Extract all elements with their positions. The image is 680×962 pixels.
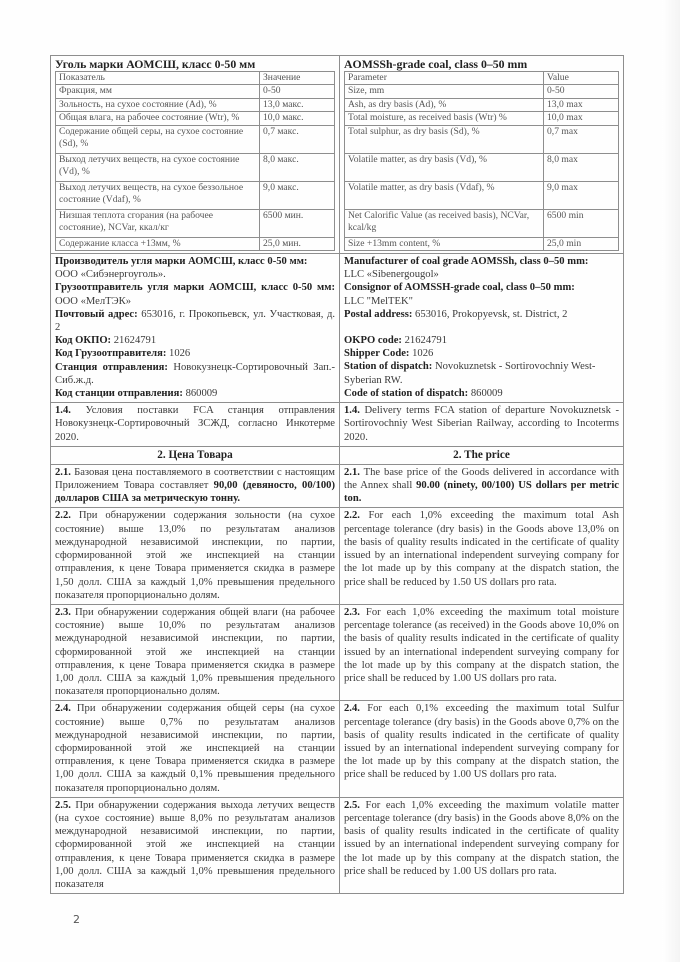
station-value: Novokuznetsk - Sortirovochniy West-Syberian RW. <box>344 361 596 386</box>
clause-text: For each 1,0% exceeding the maximum total Ash percentage tolerance (dry basis) in the Goods above 13,0% on the basis of quality results indicated in the certificate of quality issued by an international independent surveying company for the lot made up by this company at the dispatch station, the price shall be reduced by 1.50 US dollars pro rata. <box>344 510 619 588</box>
consignor-value: LLC "MelTEK" <box>344 295 413 307</box>
spec-header-value: Значение <box>260 72 335 85</box>
okpo-value: 21624791 <box>113 335 157 347</box>
clause-2-2-en <box>340 508 623 603</box>
clause-number: 2.4. <box>344 703 360 715</box>
postal-label: Postal address: <box>344 308 413 320</box>
clause-text: Базовая цена поставляемого в соответствии с настоящим Приложением Товара составляет <box>55 466 335 492</box>
spec-value: 6500 min <box>544 209 619 237</box>
spec-param: Фракция, мм <box>56 85 260 98</box>
clause-number: 2.3. <box>344 606 360 618</box>
spec-value: 8,0 макс. <box>260 153 335 181</box>
spec-value: 10,0 макс. <box>260 112 335 125</box>
clause-number: 2.1. <box>344 466 360 478</box>
spec-param: Содержание класса +13мм, % <box>56 237 260 250</box>
spec-param: Volatile matter, as dry basis (Vd), % <box>345 153 544 181</box>
shipper-label: Shipper Code: <box>344 348 410 360</box>
spec-value: 13,0 макс. <box>260 98 335 111</box>
clause-text: For each 1,0% exceeding the maximum total moisture percentage tolerance (as received) in the Goods above 10,0% on the basis of quality results indicated in the certificate of quality issued by an international independent surveying company for the lot made up by this company at the dispatch station, the price shall be reduced by 1.00 US dollars pro rata. <box>344 606 620 684</box>
spec-header-value: Value <box>544 72 619 85</box>
spec-value: 0,7 max <box>544 125 619 153</box>
clause-1-4-row <box>51 402 623 446</box>
spec-value: 10,0 max <box>544 112 619 125</box>
table-row <box>56 209 335 237</box>
spec-param: Net Calorific Value (as received basis), NCVar, kcal/kg <box>345 209 544 237</box>
spec-value: 0-50 <box>544 85 619 98</box>
price-amount: 90.00 (ninety, 00/100) US dollars per metric ton. <box>344 480 619 505</box>
bilingual-contract-table <box>50 55 624 894</box>
spec-en <box>340 56 623 253</box>
table-row <box>56 181 335 209</box>
clause-text: The base price of the Goods delivered in accordance with the Annex shall <box>344 466 619 492</box>
clause-text: При обнаружении содержания общей серы (на сухое состояние) выше 0,7% по результатам анализов международной независимой инспекции, по партии, сформированной этой же инспекцией на станции отправления, к цене Товара применяется скидка в размере 1,00 долл. США за каждый 0,1% превышения предельного показателя пропорционально долям. <box>55 703 335 794</box>
clause-number: 2.5. <box>55 799 71 811</box>
clause-2-2-ru <box>51 508 340 603</box>
postal-value: 653016, г. Прокопьевск, ул. Участковая, д. 2 <box>55 308 336 334</box>
spec-table-en <box>344 71 619 251</box>
postal-value: 653016, Prokopyevsk, st. District, 2 <box>415 308 568 320</box>
spec-param: Содержание общей серы, на сухое состояние (Sd), % <box>56 125 260 153</box>
clause-2-1-ru <box>51 465 340 508</box>
shipper-value: 1026 <box>169 348 191 360</box>
clause-2-5-row <box>51 797 623 893</box>
shipper-value: 1026 <box>412 348 434 360</box>
clause-text: При обнаружении содержания зольности (на сухое состояние) выше 13,0% по результатам анализов международной независимой инспекции, по партии, сформированной этой же инспекцией на станции отправления, к цене Товара применяется скидка в размере 1,50 долл. США за каждый 1,0% превышения предельного показателя пропорционально долям. <box>55 510 335 601</box>
clause-text: Условия поставки FCA станция отправления Новокузнецк-Сортировочный ЗСЖД, согласно Инкотерме 2020. <box>55 405 335 443</box>
table-row <box>345 209 619 237</box>
spec-param: Низшая теплота сгорания (на рабочее состояние), NCVar, ккал/кг <box>56 209 260 237</box>
clause-1-4-ru <box>51 403 340 446</box>
spec-param: Зольность, на сухое состояние (Ad), % <box>56 98 260 111</box>
station-code-value: 860009 <box>470 387 503 399</box>
clause-2-1-en <box>340 465 623 508</box>
spec-ru <box>51 56 340 253</box>
spec-title-ru: Уголь марки АОМСШ, класс 0-50 мм <box>55 57 256 71</box>
spec-param: Total moisture, as received basis (Wtr) % <box>345 112 544 125</box>
table-row <box>345 237 619 250</box>
table-row <box>345 85 619 98</box>
manufacturer-label: Производитель угля марки АОМСШ, класс 0-50 мм: <box>55 256 308 268</box>
clause-number: 2.2. <box>344 510 360 522</box>
clause-number: 2.2. <box>55 510 71 522</box>
okpo-label: OKPO code: <box>344 335 402 347</box>
table-row <box>56 85 335 98</box>
manufacturer-value: ООО «Сибэнергоуголь». <box>55 269 166 281</box>
clause-number: 1.4. <box>55 405 71 417</box>
spec-value: 6500 мин. <box>260 209 335 237</box>
spec-param: Ash, as dry basis (Ad), % <box>345 98 544 111</box>
parties-row <box>51 253 623 402</box>
consignor-label: Грузоотправитель угля марки АОМСШ, класс 0-50 мм: <box>55 282 335 294</box>
spec-header-row <box>345 72 619 85</box>
parties-en <box>340 254 623 402</box>
table-row <box>56 237 335 250</box>
clause-2-3-ru <box>51 605 340 700</box>
spec-row <box>51 56 623 253</box>
section-2-title-ru: 2. Цена Товара <box>51 447 340 464</box>
clause-number: 2.3. <box>55 606 71 618</box>
spec-value: 9,0 max <box>544 181 619 209</box>
clause-text: При обнаружении содержания общей влаги (на рабочее состояние) выше 10,0% по результатам анализов международной независимой инспекции, по партии, сформированной этой же инспекцией на станции отправления, к цене Товара применяется скидка в размере 1,00 долл. США за каждый 1,0% превышения предельного показателя пропорционально долям. <box>55 606 335 698</box>
spec-value: 0,7 макс. <box>260 125 335 153</box>
table-row <box>345 112 619 125</box>
table-row <box>56 112 335 125</box>
parties-ru <box>51 254 340 402</box>
okpo-label: Код ОКПО: <box>55 335 112 347</box>
clause-2-4-en <box>340 701 623 796</box>
spec-param: Выход летучих веществ, на сухое состояние (Vd), % <box>56 153 260 181</box>
clause-1-4-en <box>340 403 623 446</box>
spec-value: 9,0 макс. <box>260 181 335 209</box>
spec-param: Size +13mm content, % <box>345 237 544 250</box>
clause-2-5-en <box>340 798 623 893</box>
spec-value: 8,0 max <box>544 153 619 181</box>
spec-value: 0-50 <box>260 85 335 98</box>
section-2-heading-row <box>51 446 623 464</box>
price-amount: 90,00 (девяносто, 00/100) долларов США за метрическую тонну. <box>55 480 335 505</box>
consignor-value: ООО «МелТЭК» <box>55 295 131 307</box>
spec-header-param: Parameter <box>345 72 544 85</box>
table-row <box>345 98 619 111</box>
spec-value: 25,0 мин. <box>260 237 335 250</box>
spec-value: 25,0 min <box>544 237 619 250</box>
clause-number: 2.1. <box>55 466 71 478</box>
section-2-title-en: 2. The price <box>453 448 510 461</box>
table-row <box>345 153 619 181</box>
table-row <box>56 153 335 181</box>
table-row <box>345 181 619 209</box>
spec-param: Volatile matter, as dry basis (Vdaf), % <box>345 181 544 209</box>
clause-2-5-ru <box>51 798 340 893</box>
station-code-label: Code of station of dispatch: <box>344 387 469 399</box>
clause-text: For each 0,1% exceeding the maximum total Sulfur percentage tolerance (dry basis) in the Goods above 0,7% on the basis of quality results indicated in the certificate of quality issued by an international independent surveying company for the lot made up by this company at the dispatch station, the price shall be reduced by 1.00 US dollars pro rata. <box>344 703 619 781</box>
shipper-label: Код Грузоотправителя: <box>55 348 167 360</box>
table-row <box>56 98 335 111</box>
page-number: 2 <box>73 913 80 926</box>
table-row <box>56 125 335 153</box>
clause-2-4-row <box>51 700 623 796</box>
clause-number: 2.4. <box>55 703 71 715</box>
spec-header-param: Показатель <box>56 72 260 85</box>
spec-param: Общая влага, на рабочее состояние (Wtr), % <box>56 112 260 125</box>
station-label: Station of dispatch: <box>344 361 433 373</box>
spec-header-row <box>56 72 335 85</box>
manufacturer-label: Manufacturer of coal grade AOMSSh, class 0–50 mm: <box>344 256 589 268</box>
spec-value: 13,0 max <box>544 98 619 111</box>
consignor-label: Consignor of AOMSSH-grade coal, class 0–50 mm: <box>344 282 575 294</box>
spec-title-en: AOMSSh-grade coal, class 0–50 mm <box>344 57 528 71</box>
station-code-label: Код станции отправления: <box>55 388 183 400</box>
clause-2-4-ru <box>51 701 340 796</box>
manufacturer-value: LLC «Sibenergougol» <box>344 269 439 281</box>
clause-text: Delivery terms FCA station of departure Novokuznetsk - Sortirovochniy West Siberian Railway, according to Incoterms 2020. <box>344 405 619 443</box>
clause-number: 2.5. <box>344 799 360 811</box>
spec-param: Total sulphur, as dry basis (Sd), % <box>345 125 544 153</box>
clause-text: For each 1,0% exceeding the maximum volatile matter percentage tolerance (dry basis) in the Goods above 8,0% on the basis of quality results indicated in the certificate of quality issued by an international independent surveying company for the lot made up by this company at the dispatch station, the price shall be reduced by 1.00 US dollars pro rata. <box>344 799 619 877</box>
postal-label: Почтовый адрес: <box>55 308 138 320</box>
clause-number: 1.4. <box>344 405 360 417</box>
spec-param: Size, mm <box>345 85 544 98</box>
clause-2-2-row <box>51 507 623 603</box>
clause-2-3-row <box>51 604 623 700</box>
station-label: Станция отправления: <box>55 361 168 373</box>
station-value: Новокузнецк-Сортировочный Зап.-Сиб.ж.д. <box>55 361 335 386</box>
station-code-value: 860009 <box>185 388 218 400</box>
table-row <box>345 125 619 153</box>
page-edge-shadow <box>662 0 680 962</box>
okpo-value: 21624791 <box>404 335 447 347</box>
clause-2-3-en <box>340 605 623 700</box>
clause-2-1-row <box>51 464 623 508</box>
clause-text: При обнаружении содержания выхода летучих веществ (на сухое состояние) выше 8,0% по результатам анализов международной независимой инспекции, по партии, сформированной этой же инспекцией на станции отправления, к цене Товара применяется скидка в размере 1,00 долл. США за каждый 1,0% превышения предельного показателя <box>55 799 336 890</box>
spec-table-ru <box>55 71 335 251</box>
spec-param: Выход летучих веществ, на сухое беззольное состояние (Vdaf), % <box>56 181 260 209</box>
